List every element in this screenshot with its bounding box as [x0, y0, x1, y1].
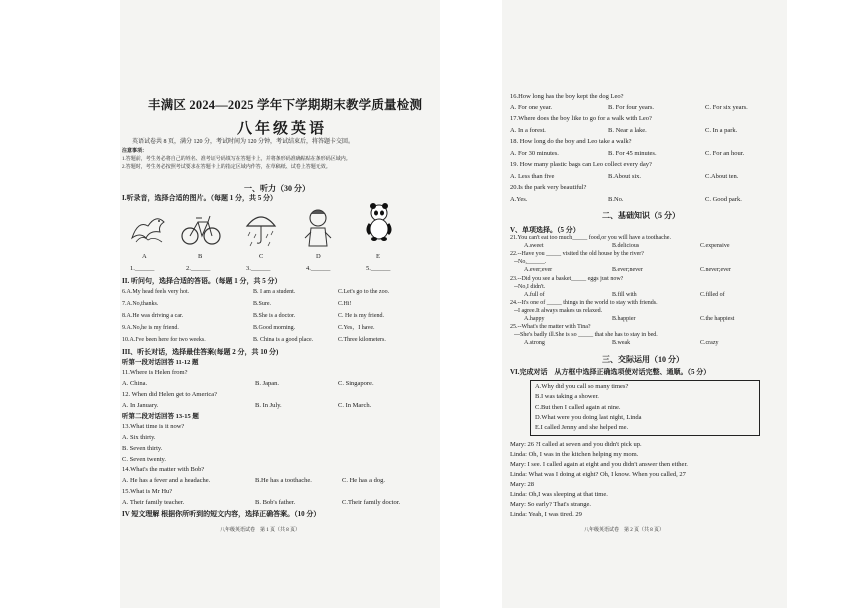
q25-question: 25.--What's the matter with Tina? [510, 324, 591, 330]
q8-option-b: B.She is a doctor. [253, 313, 296, 319]
q25-option-b: B.weak [612, 340, 631, 346]
q17-option-b: B. Near a lake. [608, 127, 647, 134]
q16-question: 16.How long has the boy kept the dog Leo? [510, 93, 624, 100]
q11-option-a: A. China. [122, 380, 148, 387]
q6-option-a: 6.A.My head feels very hot. [122, 289, 190, 295]
q20-option-c: C. Good park. [705, 196, 742, 203]
q6-option-c: C.Let's go to the zoo. [338, 289, 390, 295]
q23-question: 23.--Did you see a basket_____ eggs just now? [510, 276, 624, 282]
q10-option-b: B. China is a good place. [253, 337, 314, 343]
q11-option-b: B. Japan. [255, 380, 280, 387]
dialog-line-3: Mary: I see. I called again at eight and you didn't answer then either. [510, 461, 688, 468]
q22-option-b: B.ever;never [612, 267, 643, 273]
exam-page-2 [502, 0, 787, 608]
q15-question: 15.What is Mr Hu? [122, 488, 173, 495]
part3-heading: III、听长对话，选择最佳答案(每题 2 分，共 10 分) [122, 348, 279, 356]
q22-question: 22.--Have you _____ visited the old house by the river? [510, 251, 644, 257]
q19-question: 19. How many plastic bags can Leo collect every day? [510, 161, 652, 168]
q19-option-c: C.About ten. [705, 173, 739, 180]
q22-option-c: C.never;ever [700, 267, 731, 273]
q24-question: 24.--It's one of _____ things in the world to stay with friends. [510, 300, 658, 306]
q14-option-b: B.He has a toothache. [255, 477, 312, 484]
q8-option-a: 8.A.He was driving a car. [122, 313, 184, 319]
q21-option-b: B.delicious [612, 243, 640, 249]
q12-option-b: B. In July. [255, 402, 282, 409]
q13-option-b: B. Seven thirty. [122, 445, 163, 452]
dialog-line-2: Linda: Oh, I was in the kitchen helping my mom. [510, 451, 639, 458]
box-option-e: E.I called Jenny and she helped me. [535, 424, 629, 431]
q24-option-a: A.happy [524, 316, 545, 322]
answer-blank-label: 3. [246, 265, 251, 272]
pic-letter-c: C [259, 253, 264, 260]
dialog-line-6: Linda: Oh,I was sleeping at that time. [510, 491, 608, 498]
q9-option-b: B.Good morning. [253, 325, 296, 331]
q12-option-c: C. In March. [338, 402, 372, 409]
section-basic-knowledge: 二、基础知识（5 分） [602, 211, 680, 220]
umbrella-rain-illustration [244, 206, 278, 248]
q15-option-a: A. Their family teacher. [122, 499, 185, 506]
notice-2: 2.答题时，考生务必按照考试要求在答题卡上的指定区域内作答，在草稿纸、试卷上答题无效。 [122, 165, 331, 170]
q9-option-c: C.Yes，I have. [338, 325, 375, 331]
dialog-line-7: Mary: So early? That's strange. [510, 501, 592, 508]
q9-option-a: 9.A.No,he is my friend. [122, 325, 179, 331]
dialog2-instruction: 听第二段对话回答 13-15 题 [122, 413, 199, 420]
box-option-c: C.But then I called again at nine. [535, 404, 621, 411]
q12-question: 12. When did Helen get to America? [122, 391, 218, 398]
q21-option-a: A.sweet [524, 243, 544, 249]
q17-question: 17.Where does the boy like to go for a walk with Leo? [510, 115, 652, 122]
q20-option-a: A.Yes. [510, 196, 528, 203]
answer-blank-label: 2. [186, 265, 191, 272]
part4-heading: IV 短文理解 根据你所听到的短文内容，选择正确答案。（10 分） [122, 510, 321, 518]
answer-blank-1: 1.______ [130, 265, 155, 272]
notice-1: 1.答题前，考生务必将自己的姓名、准考证号码填写在答题卡上，并将条形码准确粘贴在条形码区域内。 [122, 157, 351, 162]
q18-question: 18. How long do the boy and Leo take a walk? [510, 138, 632, 145]
q14-option-c: C. He has a dog. [342, 477, 385, 484]
pic-letter-e: E [376, 253, 380, 260]
q7-option-c: C.Hi! [338, 301, 352, 307]
q11-question: 11.Where is Helen from? [122, 369, 188, 376]
dialog-line-8: Linda: Yeah, I was tired. 29 [510, 511, 582, 518]
answer-blank-3: 3.______ [246, 265, 271, 272]
dragon-illustration [128, 208, 168, 248]
dialog-line-5: Mary: 28 [510, 481, 535, 488]
q21-option-c: C.expensive [700, 243, 730, 249]
q25-reply: ---She's badly ill.She is so _____ that she has to stay in bed. [514, 332, 658, 338]
part2-heading: II. 听问句，选择合适的答语。（每题 1 分，共 5 分） [122, 277, 282, 285]
pic-letter-a: A [142, 253, 147, 260]
q10-option-a: 10.A.I've been here for two weeks. [122, 337, 206, 343]
q22-option-a: A.ever;ever [524, 267, 553, 273]
q10-option-c: C.Three kilometers. [338, 337, 386, 343]
answer-blank-2: 2.______ [186, 265, 211, 272]
q19-option-b: B.About six. [608, 173, 642, 180]
answer-blank-label: 4. [306, 265, 311, 272]
page2-footer: 八年级英语试卷 第 2 页（共 8 页） [584, 528, 665, 533]
q7-option-a: 7.A.No,thanks. [122, 301, 159, 307]
q25-option-c: C.crazy [700, 340, 719, 346]
q18-option-a: A. For 30 minutes. [510, 150, 559, 157]
q23-option-c: C.filled of [700, 292, 725, 298]
q24-option-c: C.the happiest [700, 316, 735, 322]
q23-option-b: B.fill with [612, 292, 637, 298]
box-option-a: A.Why did you call so many times? [535, 383, 629, 390]
q18-option-c: C. For an hour. [705, 150, 745, 157]
q14-question: 14.What's the matter with Bob? [122, 466, 205, 473]
exam-page-1 [120, 0, 440, 608]
dialog1-instruction: 听第一段对话回答 11-12 题 [122, 359, 199, 366]
q17-option-a: A. In a forest. [510, 127, 546, 134]
q13-option-c: C. Seven twenty. [122, 456, 166, 463]
section-listening: 一、听力（30 分） [244, 184, 310, 193]
q15-option-c: C.Their family doctor. [342, 499, 401, 506]
exam-subtitle: 八年级英语 [237, 121, 328, 137]
panda-illustration [364, 202, 394, 242]
child-illustration [302, 206, 334, 248]
part1-heading: I.听录音，选择合适的图片。（每题 1 分，共 5 分） [122, 194, 277, 202]
exam-title: 丰满区 2024—2025 学年下学期期末教学质量检测 [148, 98, 423, 112]
answer-blank-label: 1. [130, 265, 135, 272]
q22-reply: --No,______. [514, 259, 547, 265]
exam-info: 英语试卷共 8 页，满分 120 分，考试时间为 120 分钟，考试结束后，将答题卡交回。 [132, 139, 355, 145]
q16-option-b: B. For four years. [608, 104, 655, 111]
part6-heading: VI.完成对话 从方框中选择正确选项使对话完整、通顺。（5 分） [510, 368, 711, 376]
q20-question: 20.Is the park very beautiful? [510, 184, 587, 191]
q11-option-c: C. Singapore. [338, 380, 374, 387]
dialog-line-4: Linda: What was I doing at eight? Oh, I know. When you called, 27 [510, 471, 686, 478]
q13-option-a: A. Six thirty. [122, 434, 156, 441]
section-communication: 三、交际运用（10 分） [602, 355, 684, 364]
q17-option-c: C. In a park. [705, 127, 738, 134]
q25-option-a: A.strong [524, 340, 545, 346]
pic-letter-d: D [316, 253, 321, 260]
q16-option-c: C. For six years. [705, 104, 748, 111]
answer-blank-label: 5. [366, 265, 371, 272]
answer-blank-5: 5.______ [366, 265, 391, 272]
q19-option-a: A. Less than five [510, 173, 555, 180]
pic-letter-b: B [198, 253, 203, 260]
box-option-b: B.I was taking a shower. [535, 393, 599, 400]
part5-heading: V、单项选择。（5 分） [510, 226, 580, 234]
notice-heading: 注意事项： [122, 149, 148, 154]
q6-option-b: B. I am a student. [253, 289, 296, 295]
q24-option-b: B.happier [612, 316, 636, 322]
q15-option-b: B. Bob's father. [255, 499, 296, 506]
q13-question: 13.What time is it now? [122, 423, 185, 430]
q21-question: 21.You can't eat too much_____ food,or you will have a toothache. [510, 235, 671, 241]
q7-option-b: B.Sure. [253, 301, 271, 307]
page1-footer: 八年级英语试卷 第 1 页（共 8 页） [220, 528, 301, 533]
q24-reply: --I agree.It always makes us relaxed. [514, 308, 603, 314]
q23-reply: --No,I didn't. [514, 284, 546, 290]
bicycle-illustration [180, 208, 222, 248]
box-option-d: D.What were you doing last night, Linda [535, 414, 642, 421]
q8-option-c: C. He is my friend. [338, 313, 384, 319]
q18-option-b: B. For 45 minutes. [608, 150, 657, 157]
dialog-line-1: Mary: 26 ?I called at seven and you didn't pick up. [510, 441, 642, 448]
answer-blank-4: 4.______ [306, 265, 331, 272]
q16-option-a: A. For one year. [510, 104, 553, 111]
q20-option-b: B.No. [608, 196, 624, 203]
q23-option-a: A.full of [524, 292, 545, 298]
q12-option-a: A. In January. [122, 402, 159, 409]
q14-option-a: A. He has a fever and a headache. [122, 477, 211, 484]
